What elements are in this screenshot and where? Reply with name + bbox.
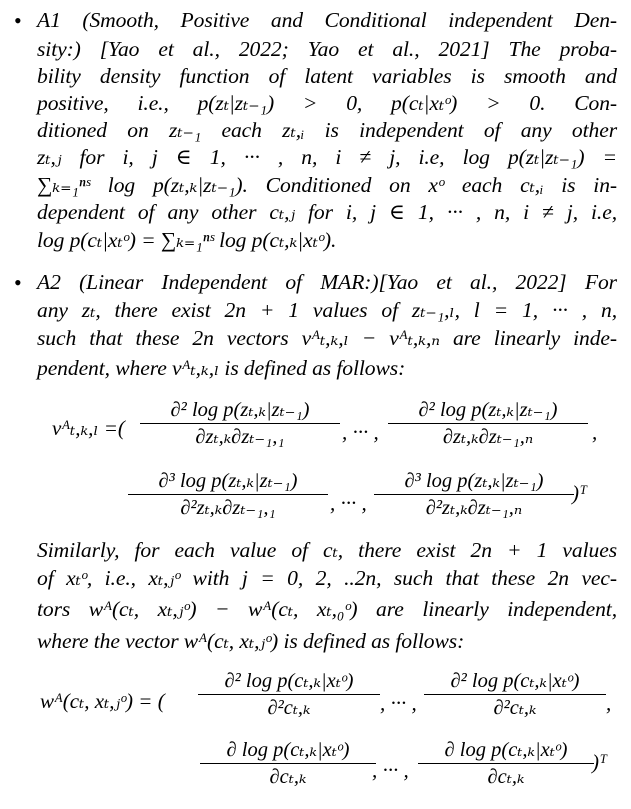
- a2-line-5: Similarly, for each value of cₜ, there exist 2n + 1 values: [37, 538, 617, 562]
- a2-line-1: A2 (Linear Independent of MAR:)[Yao et al., 2022] For: [37, 270, 617, 294]
- a1-line-7: ∑ₖ₌₁ⁿˢ log p(zₜ,ₖ|zₜ₋₁). Conditioned on xᵒ each cₜ,ᵢ is in-: [37, 173, 617, 197]
- eq2-comma: ,: [606, 691, 612, 715]
- a2-line-6: of xₜᵒ, i.e., xₜ,ⱼᵒ with j = 0, 2, ..2n, such that these 2n vec-: [37, 566, 617, 590]
- a2-line-7: tors wᴬ(cₜ, xₜ,ⱼᵒ) − wᴬ(cₜ, xₜ,₀ᵒ) are linearly independent,: [37, 597, 617, 621]
- eq2-frac-2-num: ∂² log p(cₜ,ₖ|xₜᵒ): [424, 668, 606, 695]
- eq1-frac-4-den: ∂²zₜ,ₖ∂zₜ₋₁,ₙ: [425, 497, 523, 519]
- eq2-frac-3: [200, 737, 376, 791]
- eq1-close: )ᵀ: [572, 481, 588, 505]
- eq1-sep-2: , ··· ,: [330, 491, 367, 515]
- eq1-frac-4: [374, 468, 574, 522]
- eq2-frac-2-den: ∂²cₜ,ₖ: [493, 697, 537, 719]
- eq2-frac-4-num: ∂ log p(cₜ,ₖ|xₜᵒ): [418, 737, 594, 764]
- eq2-frac-2: [424, 668, 606, 722]
- a2-line-8: where the vector wᴬ(cₜ, xₜ,ⱼᵒ) is defined as follows:: [37, 629, 465, 653]
- a1-line-1: A1 (Smooth, Positive and Conditional independent Den-: [37, 8, 617, 32]
- eq2-close: )ᵀ: [592, 750, 608, 774]
- a1-line-6: zₜ,ⱼ for i, j ∈ 1, ··· , n, i ≠ j, i.e, log p(zₜ|zₜ₋₁) =: [37, 145, 617, 169]
- a1-line-8: dependent of any other cₜ,ⱼ for i, j ∈ 1, ··· , n, i ≠ j, i.e,: [37, 200, 617, 224]
- eq2-lhs: wᴬ(cₜ, xₜ,ⱼᵒ) = (: [40, 689, 165, 713]
- eq1-frac-2-num: ∂² log p(zₜ,ₖ|zₜ₋₁): [388, 397, 588, 424]
- bullet-a1: •: [14, 8, 22, 33]
- eq2-frac-1: [198, 668, 380, 722]
- eq1-frac-3-num: ∂³ log p(zₜ,ₖ|zₜ₋₁): [128, 468, 328, 495]
- a1-line-2: sity:) [Yao et al., 2022; Yao et al., 2021] The proba-: [37, 37, 617, 61]
- a1-line-9: log p(cₜ|xₜᵒ) = ∑ₖ₌₁ⁿˢ log p(cₜ,ₖ|xₜᵒ).: [37, 228, 337, 252]
- eq2-sep-1: , ··· ,: [380, 691, 417, 715]
- eq2-sep-2: , ··· ,: [372, 758, 409, 782]
- eq2-frac-3-num: ∂ log p(cₜ,ₖ|xₜᵒ): [200, 737, 376, 764]
- a2-line-4: pendent, where vᴬₜ,ₖ,ₗ is defined as follows:: [37, 356, 406, 380]
- a1-line-3: bility density function of latent variables is smooth and: [37, 64, 617, 88]
- a2-line-2: any zₜ, there exist 2n + 1 values of zₜ₋₁,ₗ, l = 1, ··· , n,: [37, 298, 617, 322]
- eq1-comma: ,: [592, 420, 598, 444]
- eq2-frac-1-den: ∂²cₜ,ₖ: [267, 697, 311, 719]
- eq1-frac-1: [140, 397, 340, 451]
- eq1-sep-1: , ··· ,: [342, 420, 379, 444]
- bullet-a2: •: [14, 270, 22, 295]
- eq2-frac-4: [418, 737, 594, 791]
- a2-line-3: such that these 2n vectors vᴬₜ,ₖ,ₗ − vᴬₜ,ₖ,ₙ are linearly inde-: [37, 326, 617, 350]
- eq1-frac-1-num: ∂² log p(zₜ,ₖ|zₜ₋₁): [140, 397, 340, 424]
- eq1-lhs: vᴬₜ,ₖ,ₗ =(: [52, 416, 125, 440]
- eq2-frac-3-den: ∂cₜ,ₖ: [269, 766, 307, 788]
- eq1-frac-1-den: ∂zₜ,ₖ∂zₜ₋₁,₁: [195, 426, 285, 448]
- eq2-frac-4-den: ∂cₜ,ₖ: [487, 766, 525, 788]
- eq1-frac-2-den: ∂zₜ,ₖ∂zₜ₋₁,ₙ: [442, 426, 534, 448]
- eq2-frac-1-num: ∂² log p(cₜ,ₖ|xₜᵒ): [198, 668, 380, 695]
- a1-line-4: positive, i.e., p(zₜ|zₜ₋₁) > 0, p(cₜ|xₜᵒ) > 0. Con-: [37, 91, 617, 115]
- eq1-frac-4-num: ∂³ log p(zₜ,ₖ|zₜ₋₁): [374, 468, 574, 495]
- eq1-frac-2: [388, 397, 588, 451]
- a1-line-5: ditioned on zₜ₋₁ each zₜ,ᵢ is independent of any other: [37, 118, 617, 142]
- eq1-frac-3: [128, 468, 328, 522]
- eq1-frac-3-den: ∂²zₜ,ₖ∂zₜ₋₁,₁: [180, 497, 276, 519]
